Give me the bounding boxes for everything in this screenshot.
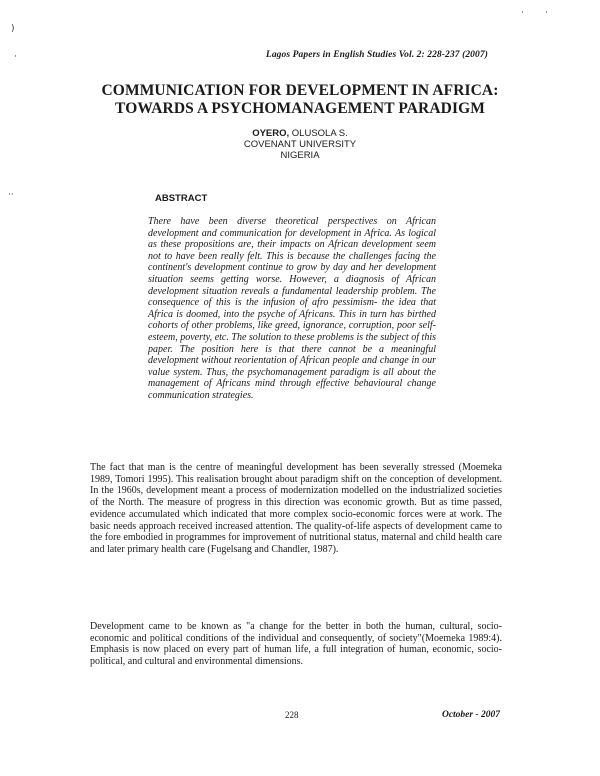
author-given-names: OLUSOLA S. bbox=[289, 128, 348, 139]
paper-title bbox=[0, 82, 600, 118]
body-paragraph: Development came to be known as "a change for the better in both the human, cultural, socio-economic and political conditions of the individual and consequently, of society"(Moemeka 1989:4). Emphasis is now placed on every part of human life, a full integration of human, economic, socio-political, and cultural and environmental dimensions. bbox=[90, 621, 502, 668]
abstract-heading: ABSTRACT bbox=[155, 193, 208, 204]
author-country: NIGERIA bbox=[280, 150, 320, 161]
footer-date: October - 2007 bbox=[441, 710, 500, 720]
scan-artifact-mark: ) bbox=[11, 24, 15, 34]
scan-artifact-mark: · bbox=[14, 52, 17, 62]
author-block bbox=[0, 128, 600, 161]
title-line: COMMUNICATION FOR DEVELOPMENT IN AFRICA: bbox=[101, 82, 499, 99]
abstract-body: There have been diverse theoretical perspectives on African development and communication for development in Africa. As logical as these propositions are, their impacts on African development seem not to have been really felt. This is because the challenges facing the continent's development continue to grow by day and her development situation seems getting worse. However, a diagnosis of African development situation reveals a fundamental leadership problem. The consequence of this is the infusion of afro pessimism- the idea that Africa is doomed, into the psyche of Africans. This in turn has birthed cohorts of other problems, like greed, ignorance, corruption, poor self-esteem, poverty, etc. The solution to these problems is the subject of this paper. The position here is that there cannot be a meaningful development without reorientation of African people and change in our value system. Thus, the psychomanagement paradigm is all about the management of Africans mind through effective behavioural change communication strategies. bbox=[148, 216, 436, 401]
scan-artifact-mark: · bbox=[545, 8, 548, 18]
page-number: 228 bbox=[285, 710, 299, 720]
scan-artifact-mark: ·· bbox=[8, 190, 14, 200]
running-header: Lagos Papers in English Studies Vol. 2: 228-237 (2007) bbox=[265, 50, 488, 60]
body-paragraph: The fact that man is the centre of meaningful development has been severally stressed (Moemeka 1989, Tomori 1995). This realisation brought about paradigm shift on the conception of development. In the 1960s, development meant a process of modernization modelled on the industrialized societies of the North. The measure of progress in this direction was economic growth. But as time passed, evidence accumulated which indicated that more complex socio-economic forces were at work. The basic needs approach received increased attention. The quality-of-life aspects of development came to the fore embodied in programmes for improvement of nutritional status, maternal and child health care and later primary health care (Fugelsang and Chandler, 1987). bbox=[90, 462, 502, 555]
author-affiliation: COVENANT UNIVERSITY bbox=[243, 139, 357, 150]
author-name bbox=[0, 128, 600, 139]
author-surname: OYERO, bbox=[252, 128, 290, 139]
scan-artifact-mark: · bbox=[521, 8, 524, 18]
title-line: TOWARDS A PSYCHOMANAGEMENT PARADIGM bbox=[115, 100, 485, 117]
